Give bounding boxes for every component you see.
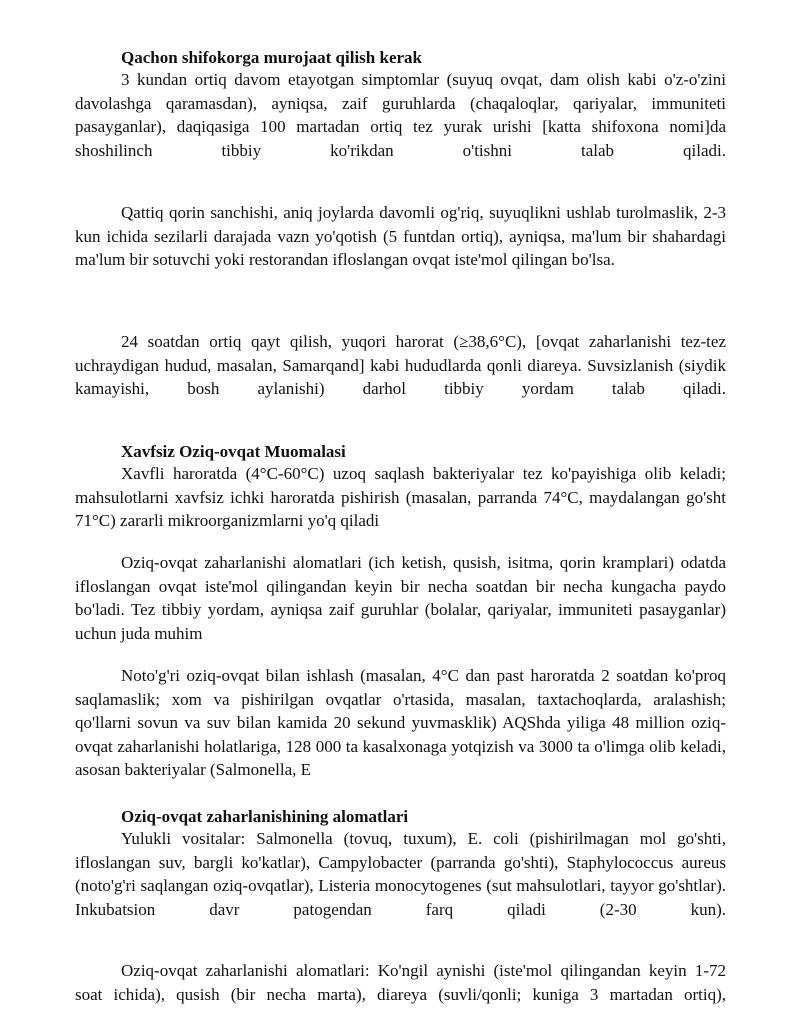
paragraph-food-poisoning-signs-list: Oziq-ovqat zaharlanishi alomatlari: Ko'ngil aynishi (iste'mol qilingandan keyin 1-72 soat ichida), qusish (bir necha marta), diareya (suvli/qonli; kuniga 3 martadan ortiq), (75, 961, 726, 1004)
paragraph-severe-abdominal-pain: Qattiq qorin sanchishi, aniq joylarda davomli og'riq, suyuqlikni ushlab turolmaslik, 2-3 kun ichida sezilarli darajada vazn yo'qotish (5 funtdan ortiq), ayniqsa, ma'lum bir shahardagi ma'lum bir sotuvchi yoki restorandan ifloslangan ovqat iste'mol qilingan bo'lsa. (75, 203, 726, 269)
section-heading-food-poisoning-signs: Oziq-ovqat zaharlanishining alomatlari (121, 807, 409, 826)
paragraph-food-poisoning-symptoms-onset: Oziq-ovqat zaharlanishi alomatlari (ich ketish, qusish, isitma, qorin kramplari) odatda ifloslangan ovqat iste'mol qilingandan keyin bir necha soatdan bir necha kungacha paydo bo'ladi. Tez tibbiy yordam, ayniqsa zaif guruhlar (bolalar, qariyalar, immuniteti pasayganlar) uchun juda muhim (75, 553, 726, 643)
paragraph-improper-food-handling: Noto'g'ri oziq-ovqat bilan ishlash (masalan, 4°C dan past haroratda 2 soatdan ko'proq saqlamaslik; xom va pishirilgan ovqatlar o'rtasida, masalan, taxtachoqlarda, aralashish; qo'llarni sovun va suv bilan kamida 20 sekund yuvmasklik) AQShda yiliga 48 million oziq-ovqat zaharlanishi holatlariga, 128 000 ta kasalxonaga yotqizish va 3000 ta o'limga olib keladi, asosan bakteriyalar (Salmonella, E (75, 666, 726, 779)
paragraph-vomiting-high-fever: 24 soatdan ortiq qayt qilish, yuqori harorat (≥38,6°C), [ovqat zaharlanishi tez-tez uchraydigan hudud, masalan, Samarqand] kabi hududlarda qonli diareya. Suvsizlanish (siydik kamayishi, bosh aylanishi) darhol tibbiy yordam talab qiladi. (75, 332, 726, 398)
section-heading-safe-food-handling: Xavfsiz Oziq-ovqat Muomalasi (121, 442, 346, 461)
paragraph-danger-temperature: Xavfli haroratda (4°C-60°C) uzoq saqlash bakteriyalar tez ko'payishiga olib keladi; mahsulotlarni xavfsiz ichki haroratda pishirish (masalan, parranda 74°C, maydalangan go'sht 71°C) zararli mikroorganizmlarni yo'q qiladi (75, 464, 726, 530)
section-heading-when-to-see-doctor: Qachon shifokorga murojaat qilish kerak (121, 48, 423, 67)
paragraph-infectious-agents: Yulukli vositalar: Salmonella (tovuq, tuxum), E. coli (pishirilmagan mol go'shti, ifloslangan suv, bargli ko'katlar), Campylobacter (parranda go'shti), Staphylococcus aureus (noto'g'ri saqlangan oziq-ovqatlar), Listeria monocytogenes (sut mahsulotlari, tayyor go'shtlar). Inkubatsion davr patogendan farq qiladi (2-30 kun). (75, 829, 726, 919)
paragraph-symptoms-over-3-days: 3 kundan ortiq davom etayotgan simptomlar (suyuq ovqat, dam olish kabi o'z-o'zini davolashga qaramasdan), ayniqsa, zaif guruhlarda (chaqaloqlar, qariyalar, immuniteti pasayganlar), daqiqasiga 100 martadan ortiq tez yurak urishi [katta shifoxona nomi]da shoshilinch tibbiy ko'rikdan o'tishni talab qiladi. (75, 70, 726, 160)
